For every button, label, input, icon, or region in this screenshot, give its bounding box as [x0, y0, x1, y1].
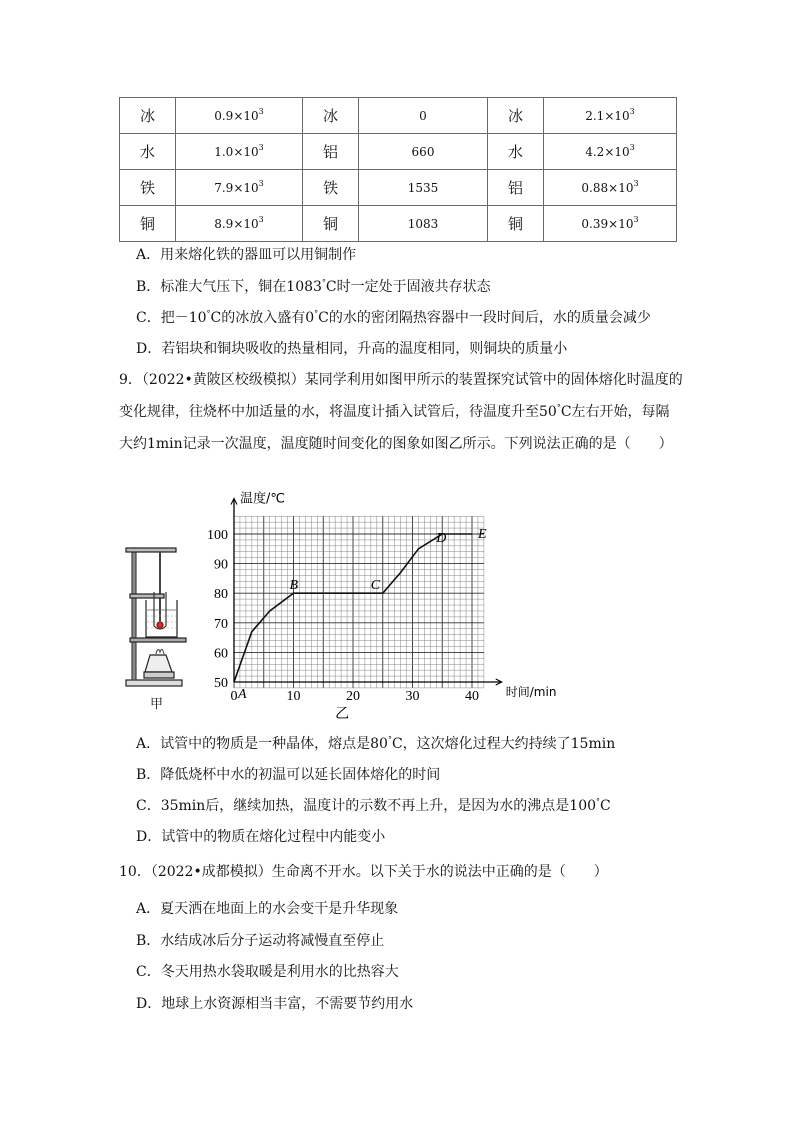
table-cell: 0 [359, 98, 488, 134]
figure-label-yi: 乙 [335, 706, 350, 722]
q9-stem-line3: 大约1min记录一次温度，温度随时间变化的图象如图乙所示。下列说法正确的是（ ） [119, 436, 673, 452]
table-cell: $4.2\times 10^3$ [544, 134, 677, 170]
q9-option-b: B．降低烧杯中水的初温可以延长固体熔化的时间 [136, 767, 441, 783]
table-cell: 铜 [303, 206, 359, 242]
q8-option-c: C．把－10°C的冰放入盛有0°C的水的密闭隔热容器中一段时间后，水的质量会减少 [136, 309, 651, 326]
table-cell: 铁 [303, 170, 359, 206]
point-label-a: A [238, 687, 247, 702]
table-cell: $0.39\times 10^3$ [544, 206, 677, 242]
x-tick-label: 40 [465, 689, 479, 704]
table-cell: $8.9\times 10^3$ [176, 206, 303, 242]
q9-option-d: D．试管中的物质在熔化过程中内能变小 [136, 829, 386, 845]
x-tick-label: 20 [346, 689, 360, 704]
y-tick-label: 100 [207, 528, 228, 543]
table-row [120, 206, 677, 242]
table-cell: $0.9\times 10^3$ [176, 98, 303, 134]
q8-option-d: D．若铝块和铜块吸收的热量相同，升高的温度相同，则铜块的质量小 [136, 341, 568, 357]
temperature-time-chart [207, 490, 556, 722]
table-cell: 水 [488, 134, 544, 170]
q10-stem: 10．（2022•成都模拟）生命离不开水。以下关于水的说法中正确的是（ ） [119, 864, 608, 880]
table-cell: 1083 [359, 206, 488, 242]
table-cell: 铜 [120, 206, 176, 242]
q9-stem-line2: 变化规律，往烧杯中加适量的水，将温度计插入试管后，待温度升至50°C左右开始，每隔 [119, 403, 670, 420]
table-cell: $1.0\times 10^3$ [176, 134, 303, 170]
x-tick-label: 30 [405, 689, 420, 704]
table-cell: 冰 [120, 98, 176, 134]
table-cell: 660 [359, 134, 488, 170]
y-tick-label: 50 [214, 676, 228, 691]
table-cell: 冰 [488, 98, 544, 134]
q10-option-b: B．水结成冰后分子运动将减慢直至停止 [136, 933, 385, 949]
q9-option-a: A．试管中的物质是一种晶体，熔点是80°C，这次熔化过程大约持续了15min [136, 735, 616, 752]
table-cell: 冰 [303, 98, 359, 134]
table-cell: 1535 [359, 170, 488, 206]
table-cell: 铜 [488, 206, 544, 242]
x-tick-label: 10 [286, 689, 301, 704]
q8-option-a: A．用来熔化铁的器皿可以用铜制作 [136, 247, 357, 263]
table-cell: 铝 [488, 170, 544, 206]
figure-label-jia: 甲 [150, 697, 164, 712]
x-axis-label: 时间/min [505, 685, 557, 699]
table-row [120, 170, 677, 206]
y-tick-label: 80 [214, 587, 228, 603]
table-row [120, 98, 677, 134]
table-cell: 铁 [120, 170, 176, 206]
point-label-c: C [370, 578, 381, 594]
point-label-e: E [478, 527, 487, 542]
y-tick-label: 60 [214, 646, 228, 662]
q9-option-c: C．35min后，继续加热，温度计的示数不再上升，是因为水的沸点是100°C [136, 797, 611, 814]
q8-option-b: B．标准大气压下，铜在1083°C时一定处于固液共存状态 [136, 278, 491, 295]
q10-option-d: D．地球上水资源相当丰富，不需要节约用水 [136, 996, 414, 1012]
table-cell: 铝 [303, 134, 359, 170]
data-table [119, 97, 677, 242]
q10-option-c: C．冬天用热水袋取暖是利用水的比热容大 [136, 964, 399, 980]
point-label-d: D [436, 531, 447, 546]
table-cell: $0.88\times 10^3$ [544, 170, 677, 206]
apparatus-illustration [126, 548, 186, 686]
y-axis-label: 温度/℃ [240, 491, 285, 507]
q9-figure [120, 491, 560, 725]
x-tick-label: 0 [230, 689, 238, 704]
point-label-b: B [289, 578, 299, 594]
y-tick-label: 70 [214, 616, 228, 632]
table-cell: $7.9\times 10^3$ [176, 170, 303, 206]
table-cell: $2.1\times 10^3$ [544, 98, 677, 134]
table-row [120, 134, 677, 170]
y-tick-label: 90 [214, 557, 228, 573]
table-cell: 水 [120, 134, 176, 170]
q10-option-a: A．夏天洒在地面上的水会变干是升华现象 [136, 901, 399, 917]
q9-stem-line1: 9．（2022•黄陂区校级模拟）某同学利用如图甲所示的装置探究试管中的固体熔化时温度的 [119, 372, 683, 388]
